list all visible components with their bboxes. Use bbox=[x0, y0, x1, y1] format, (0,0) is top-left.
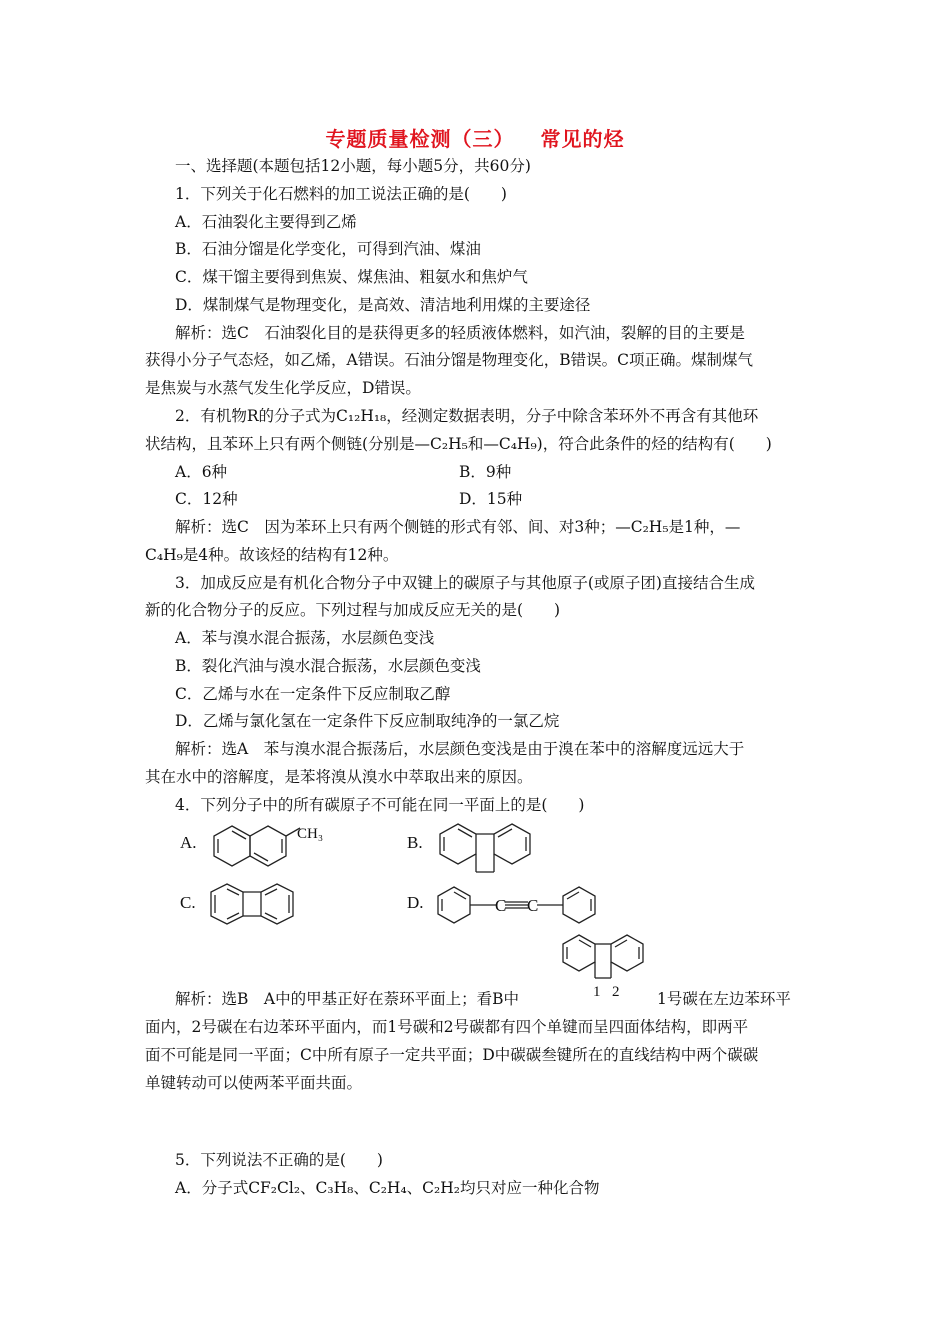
q4-explanation-4: 单键转动可以使两苯平面共面。 bbox=[145, 1074, 363, 1092]
q4-explanation-1b: 1号碳在左边苯环平 bbox=[657, 990, 791, 1008]
q5-option-a: A．分子式CF₂Cl₂、C₃H₈、C₂H₄、C₂H₂均只对应一种化合物 bbox=[175, 1179, 600, 1197]
q1-explanation-1: 解析：选C 石油裂化目的是获得更多的轻质液体燃料，如汽油，裂解的目的主要是 bbox=[175, 324, 745, 342]
q2-option-b: B．9种 bbox=[459, 463, 512, 481]
methyl-group-label: CH₃ bbox=[297, 826, 324, 842]
q3-option-a: A．苯与溴水混合振荡，水层颜色变浅 bbox=[175, 629, 435, 647]
q3-stem-2: 新的化合物分子的反应。下列过程与加成反应无关的是( ) bbox=[145, 601, 561, 619]
q1-explanation-3: 是焦炭与水蒸气发生化学反应，D错误。 bbox=[145, 379, 421, 397]
q1-option-a: A．石油裂化主要得到乙烯 bbox=[175, 213, 357, 231]
q3-option-c: C．乙烯与水在一定条件下反应制取乙醇 bbox=[175, 685, 451, 703]
section-heading: 一、选择题(本题包括12小题，每小题5分，共60分) bbox=[175, 157, 531, 175]
q5-stem: 5．下列说法不正确的是( ) bbox=[175, 1151, 383, 1169]
svg-text:C: C bbox=[495, 896, 507, 915]
q1-option-c: C．煤干馏主要得到焦炭、煤焦油、粗氨水和焦炉气 bbox=[175, 268, 528, 286]
q1-stem: 1．下列关于化石燃料的加工说法正确的是( ) bbox=[175, 185, 507, 203]
title-main: 专题质量检测（三） bbox=[325, 127, 515, 151]
q3-explanation-2: 其在水中的溶解度，是苯将溴从溴水中萃取出来的原因。 bbox=[145, 768, 533, 786]
q2-option-d: D．15种 bbox=[459, 490, 523, 508]
q2-stem-2: 状结构，且苯环上只有两个侧链(分别是—C₂H₅和—C₄H₉)，符合此条件的烃的结构有( ) bbox=[145, 435, 772, 453]
q3-explanation-1: 解析：选A 苯与溴水混合振荡后，水层颜色变浅是由于溴在苯中的溶解度远远大于 bbox=[175, 740, 745, 758]
diphenylacetylene-structure bbox=[432, 880, 602, 930]
q4-option-b-label: B. bbox=[407, 833, 423, 852]
explanation-dihydrophenanthrene-structure bbox=[555, 930, 655, 990]
q1-option-b: B．石油分馏是化学变化，可得到汽油、煤油 bbox=[175, 240, 481, 258]
q4-explanation-1a: 解析：选B A中的甲基正好在萘环平面上；看B中 bbox=[175, 990, 519, 1008]
q4-explanation-2: 面内，2号碳在右边苯环平面内，而1号碳和2号碳都有四个单键而呈四面体结构，即两平 bbox=[145, 1018, 749, 1036]
dihydrophenanthrene-structure bbox=[430, 818, 540, 880]
q2-option-a: A．6种 bbox=[175, 463, 228, 481]
q3-option-d: D．乙烯与氯化氢在一定条件下反应制取纯净的一氯乙烷 bbox=[175, 712, 560, 730]
q2-explanation-1: 解析：选C 因为苯环上只有两个侧链的形式有邻、间、对3种；—C₂H₅是1种，— bbox=[175, 518, 741, 536]
q4-explanation-3: 面不可能是同一平面；C中所有原子一定共平面；D中碳碳叁键所在的直线结构中两个碳碳 bbox=[145, 1046, 759, 1064]
q1-explanation-2: 获得小分子气态烃，如乙烯，A错误。石油分馏是物理变化，B错误。C项正确。煤制煤气 bbox=[145, 351, 753, 369]
q4-option-d-label: D. bbox=[407, 893, 424, 912]
q1-option-d: D．煤制煤气是物理变化，是高效、清洁地利用煤的主要途径 bbox=[175, 296, 591, 314]
methylnaphthalene-structure bbox=[205, 820, 305, 870]
svg-text:C: C bbox=[527, 896, 539, 915]
biphenylene-structure bbox=[205, 878, 300, 932]
page-title bbox=[0, 123, 950, 152]
q3-option-b: B．裂化汽油与溴水混合振荡，水层颜色变浅 bbox=[175, 657, 481, 675]
q4-stem: 4．下列分子中的所有碳原子不可能在同一平面上的是( ) bbox=[175, 796, 585, 814]
q4-option-c-label: C. bbox=[180, 893, 196, 912]
q2-explanation-2: C₄H₉是4种。故该烃的结构有12种。 bbox=[145, 546, 399, 564]
q4-option-a-label: A. bbox=[180, 833, 197, 852]
carbon-number-2: 2 bbox=[612, 984, 620, 1000]
q2-option-c: C．12种 bbox=[175, 490, 238, 508]
q3-stem-1: 3．加成反应是有机化合物分子中双键上的碳原子与其他原子(或原子团)直接结合生成 bbox=[175, 574, 755, 592]
carbon-number-1: 1 bbox=[593, 984, 601, 1000]
q2-stem-1: 2．有机物R的分子式为C₁₂H₁₈，经测定数据表明，分子中除含苯环外不再含有其他环 bbox=[175, 407, 759, 425]
title-sub: 常见的烃 bbox=[540, 127, 625, 151]
